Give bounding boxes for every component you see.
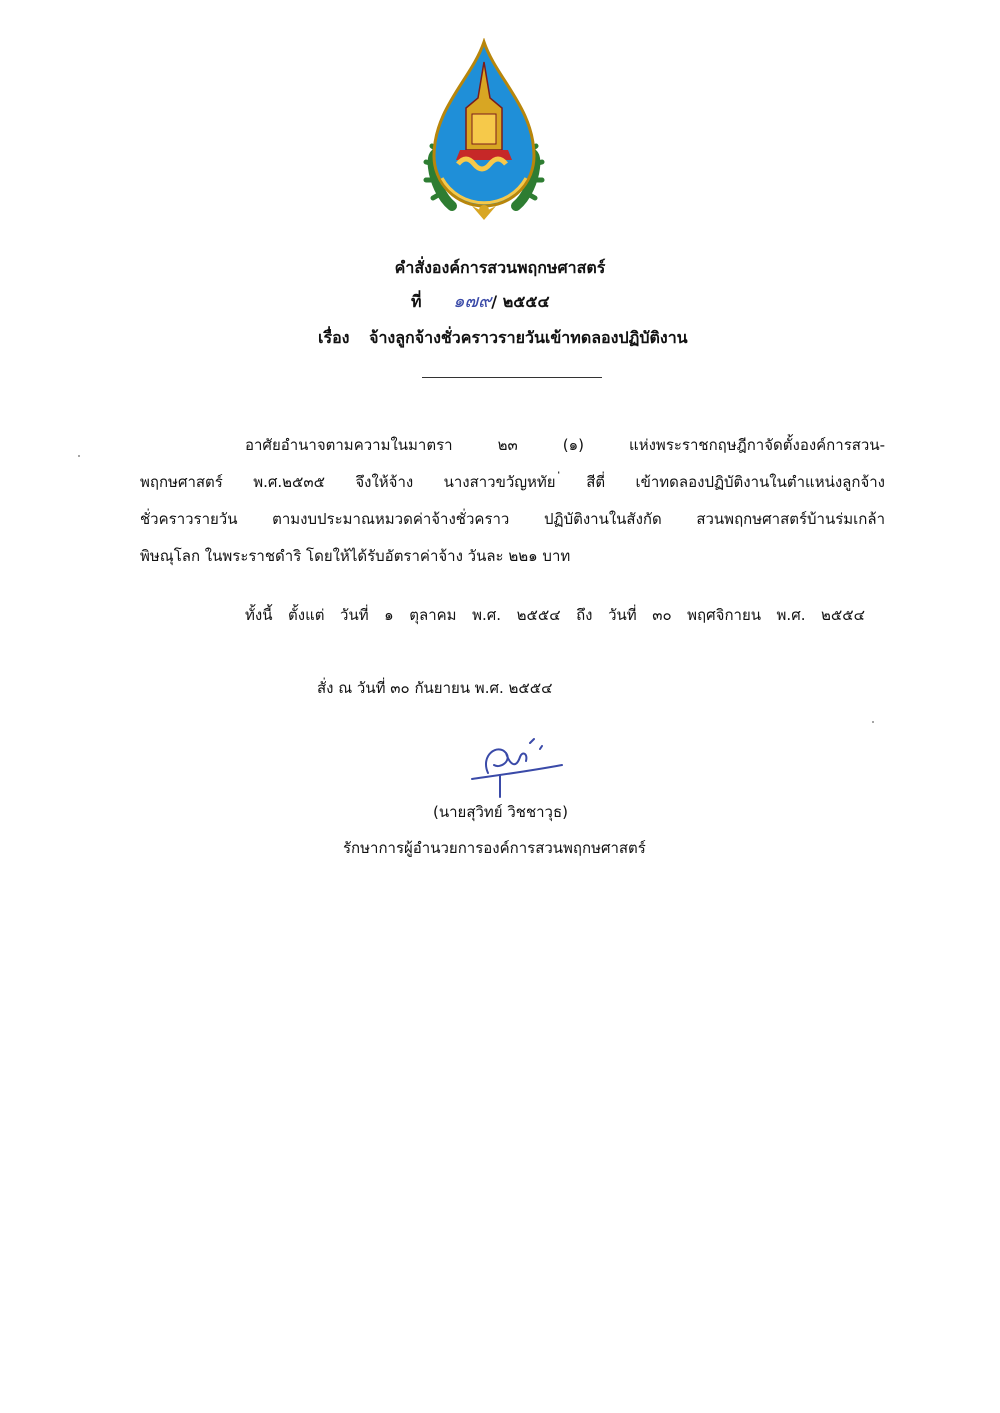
order-number-handwritten: ๑๗๙ bbox=[453, 291, 492, 312]
order-number bbox=[411, 286, 550, 315]
body-line: อาศัยอำนาจตามความในมาตรา ๒๓ (๑) แห่งพระราชกฤษฎีกาจัดตั้งองค์การสวน- bbox=[245, 436, 885, 454]
organization-logo bbox=[412, 38, 556, 228]
subject-label: เรื่อง bbox=[318, 328, 350, 347]
order-number-label: ที่ bbox=[411, 292, 422, 311]
scan-speck bbox=[872, 721, 874, 723]
signer-title: รักษาการผู้อำนวยการองค์การสวนพฤกษศาสตร์ bbox=[343, 839, 646, 857]
body-paragraph bbox=[140, 427, 885, 575]
body-line: ชั่วคราวรายวัน ตามงบประมาณหมวดค่าจ้างชั่วคราว ปฏิบัติงานในสังกัด สวนพฤกษศาสตร์บ้านร่มเกล้า bbox=[140, 510, 885, 528]
subject-text: จ้างลูกจ้างชั่วคราวรายวันเข้าทดลองปฏิบัติงาน bbox=[369, 328, 688, 347]
given-date: สั่ง ณ วันที่ ๓๐ กันยายน พ.ศ. ๒๕๕๔ bbox=[317, 679, 553, 697]
order-year: / ๒๕๕๔ bbox=[491, 292, 550, 311]
scan-speck bbox=[78, 455, 80, 457]
signer-name: (นายสุวิทย์ วิชชาวุธ) bbox=[433, 803, 568, 821]
divider bbox=[422, 377, 602, 378]
body-line: พฤกษศาสตร์ พ.ศ.๒๕๓๕ จึงให้จ้าง นางสาวขวัญหทัย ่สีตี่ เข้าทดลองปฏิบัติงานในตำแหน่งลูกจ้าง bbox=[140, 473, 885, 491]
document-title: คำสั่งองค์การสวนพฤกษศาสตร์ bbox=[394, 258, 606, 277]
handwritten-signature bbox=[470, 735, 565, 800]
employment-period: ทั้งนี้ ตั้งแต่ วันที่ ๑ ตุลาคม พ.ศ. ๒๕๕๔ ถึง วันที่ ๓๐ พฤศจิกายน พ.ศ. ๒๕๕๔ bbox=[245, 606, 865, 624]
subject bbox=[318, 326, 688, 351]
body-line: พิษณุโลก ในพระราชดำริ โดยให้ได้รับอัตราค่าจ้าง วันละ ๒๒๑ บาท bbox=[140, 547, 571, 565]
